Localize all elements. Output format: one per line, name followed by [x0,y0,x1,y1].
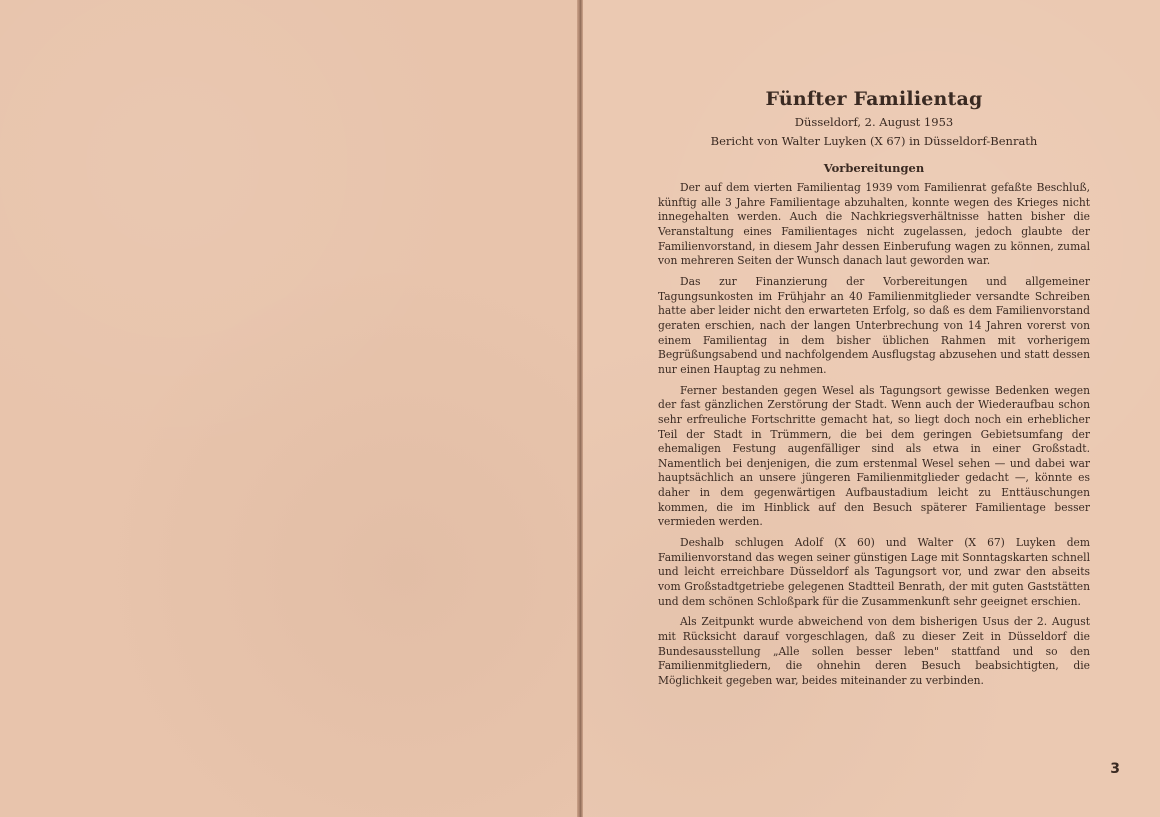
paragraph-2: Das zur Finanzierung der Vorbereitungen und allgemeiner Tagungsunkosten im Frühjahr an 40 Familienmitglieder versandte Schreiben hatte aber leider nicht den erwarteten Erfolg, so daß es dem Familienvorstand geraten erschien, nach der langen Unterbrechung von 14 Jahren vorerst von einem Familientag in dem bisher üblichen Rahmen mit vorherigem Begrüßungsabend und nachfolgendem Ausflugstag abzusehen und statt dessen nur einen Hauptag zu nehmen. [658,274,1090,376]
document-byline: Bericht von Walter Luyken (X 67) in Düsseldorf-Benrath [710,134,1038,148]
paragraph-1: Der auf dem vierten Familientag 1939 vom Familienrat gefaßte Beschluß, künftig alle 3 Jahre Familientage abzuhalten, konnte wegen des Krieges nicht innegehalten werden. Auch die Nachkriegsverhältnisse hatten bisher die Veranstaltung eines Familientages nicht zugelassen, jedoch glaubte der Familienvorstand, in diesem Jahr dessen Einberufung wagen zu können, zumal von mehreren Seiten der Wunsch danach laut geworden war. [658,181,1090,268]
left-page [0,0,577,817]
section-heading: Vorbereitungen [823,161,925,175]
document-title: Fünfter Familientag [765,88,983,110]
paragraph-5: Als Zeitpunkt wurde abweichend von dem bisherigen Usus der 2. August mit Rücksicht darauf vorgeschlagen, daß zu dieser Zeit in Düsseldorf die Bundesausstellung „Alle sollen besser leben" stattfand und so den Familienmitgliedern, die ohnehin deren Besuch beabsichtigten, die Möglichkeit gegeben war, beides miteinander zu verbinden. [658,615,1090,687]
document-subtitle: Düsseldorf, 2. August 1953 [794,115,954,129]
paragraph-4: Deshalb schlugen Adolf (X 60) und Walter (X 67) Luyken dem Familienvorstand das wegen seiner günstigen Lage mit Sonntagskarten schnell und leicht erreichbare Düsseldorf als Tagungsort vor, und zwar den abseits vom Großstadtgetriebe gelegenen Stadtteil Benrath, der mit guten Gaststätten und dem schönen Schloßpark für die Zusammenkunft sehr geeignet erschien. [658,536,1090,608]
page-content [658,88,1090,695]
paragraph-3: Ferner bestanden gegen Wesel als Tagungsort gewisse Bedenken wegen der fast gänzlichen Zerstörung der Stadt. Wenn auch der Wiederaufbau schon sehr erfreuliche Fortschritte gemacht hat, so liegt doch noch ein erheblicher Teil der Stadt in Trümmern, die bei dem geringen Gebietsumfang der ehemaligen Festung augenfälliger sind als etwa in einer Großstadt. Namentlich bei denjenigen, die zum erstenmal Wesel sehen — und dabei war hauptsächlich an unsere jüngeren Familienmitglieder gedacht —, könnte es daher in dem gegenwärtigen Aufbaustadium leicht zu Enttäuschungen kommen, die im Hinblick auf den Besuch späterer Familientage besser vermieden werden. [658,383,1090,529]
page-number: 3 [1110,761,1120,777]
right-page [583,0,1160,817]
